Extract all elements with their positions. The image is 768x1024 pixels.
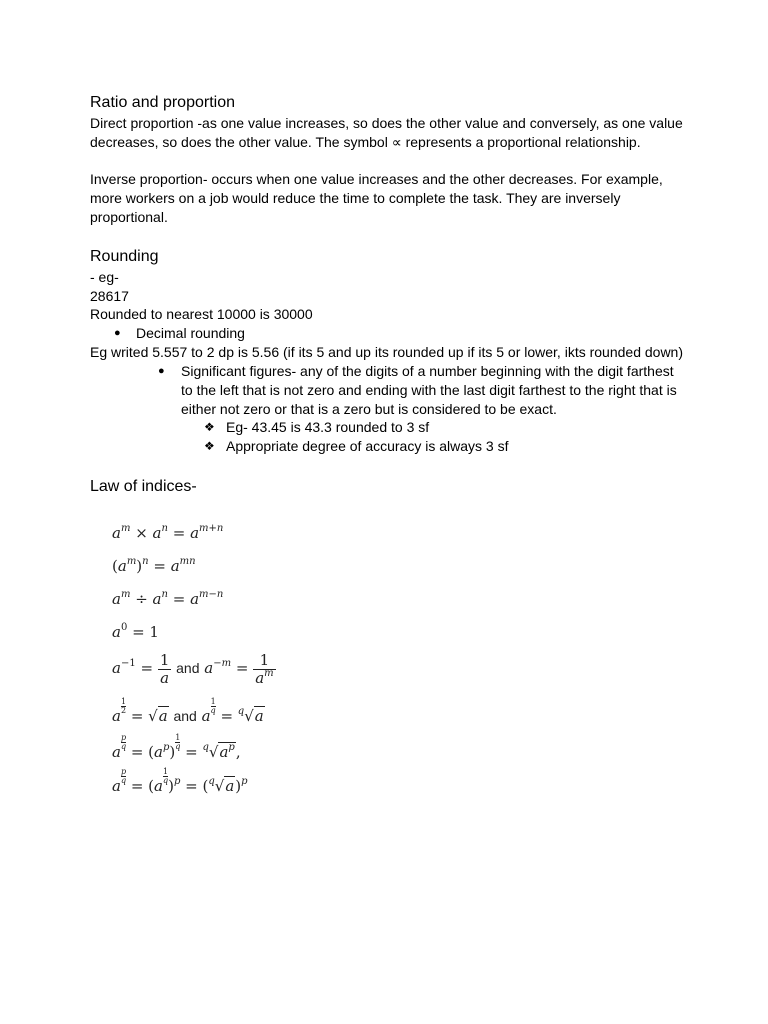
direct-proportion-line-2: decreases, so does the other value. The symbol ∝ represents a proportional relationship. — [90, 134, 641, 150]
rounding-number: 28617 — [90, 288, 129, 304]
decimal-rounding-item: Decimal rounding — [136, 325, 245, 341]
rounding-result: Rounded to nearest 10000 is 30000 — [90, 306, 313, 322]
and-word: and — [173, 708, 197, 724]
and-word: and — [176, 660, 200, 676]
sigfig-line-2: to the left that is not zero and ending with the last digit farthest to the right that is — [181, 382, 677, 398]
inverse-proportion-line-2: more workers on a job would reduce the time to complete the task. They are inversely — [90, 190, 621, 206]
rounding-heading: Rounding — [90, 248, 159, 265]
rounding-eg: - eg- — [90, 269, 119, 285]
sigfig-line-3: either not zero or that is a zero but is considered to be exact. — [181, 401, 557, 417]
diamond-bullet-icon: ❖ — [204, 420, 215, 434]
accuracy-note: Appropriate degree of accuracy is always 3 sf — [226, 438, 509, 454]
formula-rational-power-1: a $\frac{p}{q}$ = $(a^p)$ $\frac{1}{q}$ = $^q√a^p$, — [112, 733, 241, 761]
bullet-icon: ● — [114, 327, 121, 339]
formula-fractional-root: a $\frac{1}{2}$ = √a and a $\frac{1}{q}$ = $^q$√a — [112, 697, 264, 725]
direct-proportion-line-1: Direct proportion -as one value increases, so does the other value and conversely, as one value — [90, 115, 683, 131]
formula-quotient-rule: $a^m \div a^n = a^{m-n}$ — [112, 589, 224, 608]
formula-product-rule: $a^m \times a^n = a^{m+n}$ — [112, 523, 224, 542]
inverse-proportion-line-3: proportional. — [90, 209, 168, 225]
formula-zero-power: $a^0 = 1$ — [112, 622, 159, 641]
ratio-heading: Ratio and proportion — [90, 94, 235, 111]
sigfig-example: Eg- 43.45 is 43.3 rounded to 3 sf — [226, 419, 430, 435]
sigfig-line-1: Significant figures- any of the digits of a number beginning with the digit farthest — [181, 363, 674, 379]
bullet-icon: ● — [158, 365, 165, 377]
formula-power-rule: $(a^m)^n = a^{mn}$ — [112, 556, 196, 575]
indices-heading: Law of indices- — [90, 478, 197, 495]
diamond-bullet-icon: ❖ — [204, 439, 215, 453]
decimal-rounding-example: Eg writed 5.557 to 2 dp is 5.56 (if its 5 and up its rounded up if its 5 or lower, ikts rounded down) — [90, 344, 684, 360]
formula-negative-power: $a^{-1}$ = $\frac{1}{a}$ and $a^{-m}$ = $\frac{1}{a^m}$ — [112, 651, 274, 687]
inverse-proportion-line-1: Inverse proportion- occurs when one value increases and the other decreases. For example, — [90, 171, 663, 187]
formula-rational-power-2: a $\frac{p}{q}$ = (a $\frac{1}{q}$ )$^p = (^q√a)^p$ — [112, 767, 248, 795]
